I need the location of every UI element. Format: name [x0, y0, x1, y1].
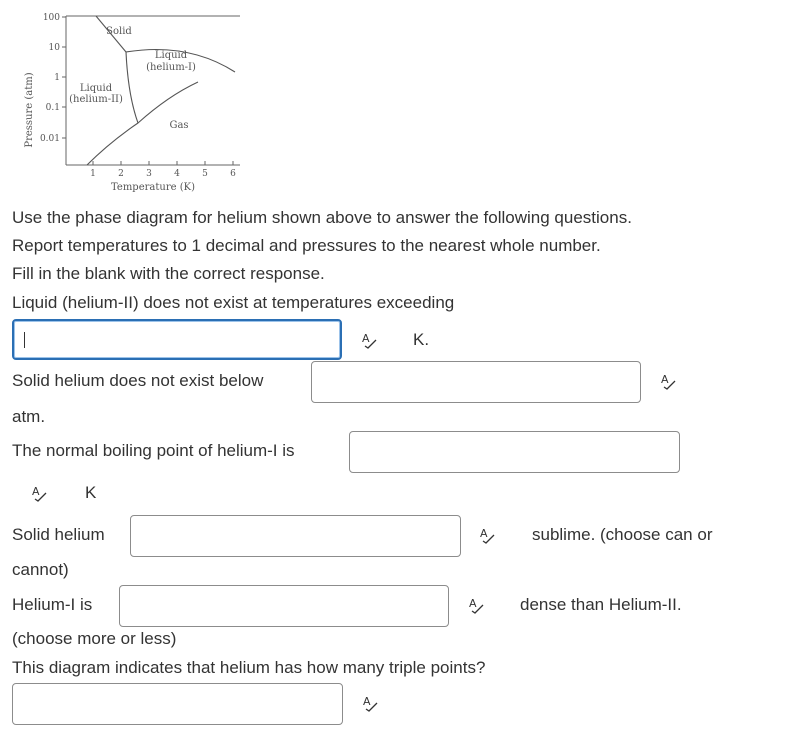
region-liquid-helium-1-b: (helium-I) — [146, 62, 196, 73]
q5-text: Helium-I is — [12, 595, 93, 614]
lambda-line — [126, 52, 138, 123]
svg-text:A: A — [32, 485, 40, 498]
y-tick-1: 1 — [54, 73, 60, 83]
q1-answer-input[interactable] — [12, 319, 342, 360]
svg-text:A: A — [661, 373, 669, 386]
q3-text: The normal boiling point of helium-I is — [12, 441, 295, 460]
q4-answer-input[interactable] — [130, 515, 461, 557]
svg-text:A: A — [469, 597, 477, 610]
region-solid: Solid — [106, 26, 132, 37]
svg-text:A: A — [362, 332, 370, 345]
y-tick-100: 100 — [42, 13, 60, 23]
spellcheck-icon[interactable] — [361, 694, 379, 712]
q4-text: Solid helium — [12, 525, 105, 544]
q4-suffix: sublime. (choose can or — [532, 525, 713, 544]
q2-unit: atm. — [12, 407, 46, 426]
instruction-line-2: Report temperatures to 1 decimal and pressures to the nearest whole number. — [12, 236, 601, 255]
y-tick-0.01: 0.01 — [39, 134, 60, 144]
q1-unit: K. — [413, 330, 430, 349]
region-liquid-helium-2-a: Liquid — [79, 83, 113, 94]
svg-text:A: A — [363, 695, 371, 708]
spellcheck-icon[interactable] — [659, 372, 677, 390]
y-tick-0.1: 0.1 — [45, 103, 60, 113]
y-axis-label: Pressure (atm) — [24, 72, 35, 148]
svg-text:A: A — [480, 527, 488, 540]
q4-continued: cannot) — [12, 560, 69, 579]
spellcheck-icon[interactable] — [360, 331, 378, 349]
instruction-line-1: Use the phase diagram for helium shown above to answer the following questions. — [12, 208, 632, 227]
y-tick-10: 10 — [48, 43, 60, 53]
spellcheck-icon[interactable] — [467, 596, 485, 614]
q1-text: Liquid (helium-II) does not exist at temperatures exceeding — [12, 293, 455, 312]
q2-text: Solid helium does not exist below — [12, 371, 264, 390]
x-tick-3: 3 — [146, 169, 152, 179]
q5-continued: (choose more or less) — [12, 629, 177, 648]
region-gas: Gas — [169, 120, 189, 131]
x-tick-1: 1 — [90, 169, 96, 179]
spellcheck-icon[interactable] — [478, 526, 496, 544]
q5-answer-input[interactable] — [119, 585, 449, 627]
q6-text: This diagram indicates that helium has how many triple points? — [12, 658, 486, 677]
q3-unit: K — [85, 483, 97, 502]
instruction-line-3: Fill in the blank with the correct response. — [12, 264, 325, 283]
x-tick-5: 5 — [202, 169, 208, 179]
q2-answer-input[interactable] — [311, 361, 641, 403]
q3-answer-input[interactable] — [349, 431, 680, 473]
region-liquid-helium-1-a: Liquid — [154, 50, 188, 61]
x-tick-4: 4 — [174, 169, 180, 179]
x-tick-2: 2 — [118, 169, 124, 179]
text-caret — [24, 332, 25, 348]
q5-suffix: dense than Helium-II. — [520, 595, 682, 614]
x-tick-6: 6 — [230, 169, 236, 179]
region-liquid-helium-2-b: (helium-II) — [69, 94, 123, 105]
helium-phase-diagram — [0, 0, 250, 200]
x-axis-label: Temperature (K) — [111, 182, 195, 193]
spellcheck-icon[interactable] — [30, 484, 48, 502]
q6-answer-input[interactable] — [12, 683, 343, 725]
